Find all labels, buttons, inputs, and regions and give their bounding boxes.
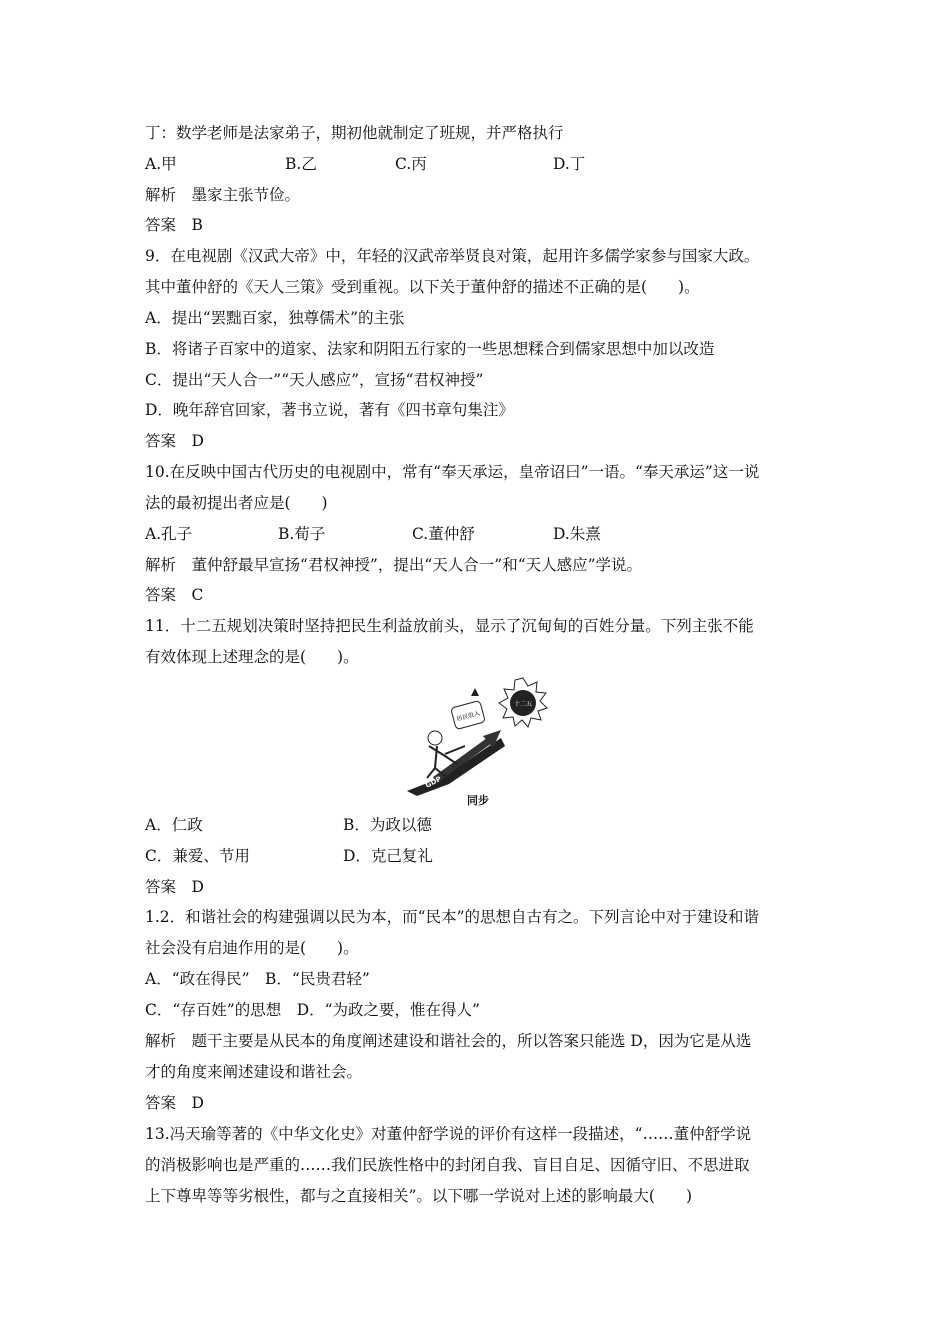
q13-stem-line1: 13.冯天瑜等著的《中华文化史》对董仲舒学说的评价有这样一段描述，“……董仲舒学说 [145, 1125, 752, 1143]
q10-analysis: 解析 董仲舒最早宣扬“君权神授”，提出“天人合一”和“天人感应”学说。 [145, 556, 643, 574]
q10-stem-line2: 法的最初提出者应是( ) [145, 494, 328, 512]
q10-option-c: C.董仲舒 [412, 525, 475, 543]
q13-stem-line3: 上下尊卑等等劣根性，都与之直接相关”。以下哪一学说对上述的影响最大( ) [145, 1187, 693, 1205]
q9-stem-line2: 其中董仲舒的《天人三策》受到重视。以下关于董仲舒的描述不正确的是( )。 [145, 278, 700, 296]
svg-text:十二五: 十二五 [513, 701, 533, 708]
q12-analysis-line2: 才的角度来阐述建设和谐社会。 [145, 1063, 363, 1081]
q11-option-a: A．仁政 [145, 816, 203, 834]
cartoon-illustration [405, 676, 555, 796]
q9-option-a: A．提出“罢黜百家，独尊儒术”的主张 [145, 309, 405, 327]
q8-option-a: A.甲 [145, 155, 177, 173]
q12-analysis-line1: 解析 题干主要是从民本的角度阐述建设和谐社会的，所以答案只能选 D，因为它是从选 [145, 1032, 752, 1050]
q9-option-b: B．将诸子百家中的道家、法家和阴阳五行家的一些思想糅合到儒家思想中加以改造 [145, 340, 715, 358]
q12-options-cd: C．“存百姓”的思想 D．“为政之要，惟在得人” [145, 1001, 480, 1019]
sun-icon [499, 678, 547, 727]
q11-option-b: B．为政以德 [343, 816, 432, 834]
q10-stem-line1: 10.在反映中国古代历史的电视剧中，常有“奉天承运，皇帝诏曰”一语。“奉天承运”这一说 [145, 463, 760, 481]
q11-option-c: C．兼爱、节用 [145, 847, 250, 865]
q12-options-ab: A．“政在得民” B．“民贵君轻” [145, 970, 370, 988]
q8-analysis: 解析 墨家主张节俭。 [145, 186, 301, 204]
q10-answer: 答案 C [145, 586, 204, 604]
q11-stem-line2: 有效体现上述理念的是( )。 [145, 648, 359, 666]
q12-stem-line2: 社会没有启迪作用的是( )。 [145, 939, 359, 957]
q12-answer: 答案 D [145, 1094, 204, 1112]
gdp-label: GDP [424, 774, 443, 790]
q11-stem-line1: 11．十二五规划决策时坚持把民生利益放前头，显示了沉甸甸的百姓分量。下列主张不能 [145, 617, 754, 635]
q9-option-d: D．晚年辞官回家，著书立说，著有《四书章句集注》 [145, 401, 514, 419]
income-sign [451, 688, 486, 730]
cartoon-figure [405, 676, 555, 811]
q10-option-b: B.荀子 [278, 525, 326, 543]
svg-text:居民收入: 居民收入 [455, 709, 481, 723]
q8-answer: 答案 B [145, 216, 203, 234]
q8-option-b: B.乙 [285, 155, 317, 173]
q10-option-d: D.朱熹 [553, 525, 601, 543]
q9-option-c: C．提出“天人合一”“天人感应”，宣扬“君权神授” [145, 371, 484, 389]
q9-stem-line1: 9．在电视剧《汉武大帝》中，年轻的汉武帝举贤良对策，起用许多儒学家参与国家大政。 [145, 247, 760, 265]
q8-option-ding-text: 丁：数学老师是法家弟子，期初他就制定了班规，并严格执行 [145, 124, 564, 142]
q11-answer: 答案 D [145, 878, 204, 896]
q13-stem-line2: 的消极影响也是严重的……我们民族性格中的封闭自我、盲目自足、因循守旧、不思进取 [145, 1156, 750, 1174]
q11-option-d: D．克己复礼 [343, 847, 433, 865]
q8-option-d: D.丁 [553, 155, 586, 173]
q10-option-a: A.孔子 [145, 525, 193, 543]
q8-option-c: C.丙 [395, 155, 427, 173]
figure-caption: 同步 [467, 794, 489, 807]
q9-answer: 答案 D [145, 432, 204, 450]
q12-stem-line1: 1.2．和谐社会的构建强调以民为本，而“民本”的思想自古有之。下列言论中对于建设和谐 [145, 908, 760, 926]
